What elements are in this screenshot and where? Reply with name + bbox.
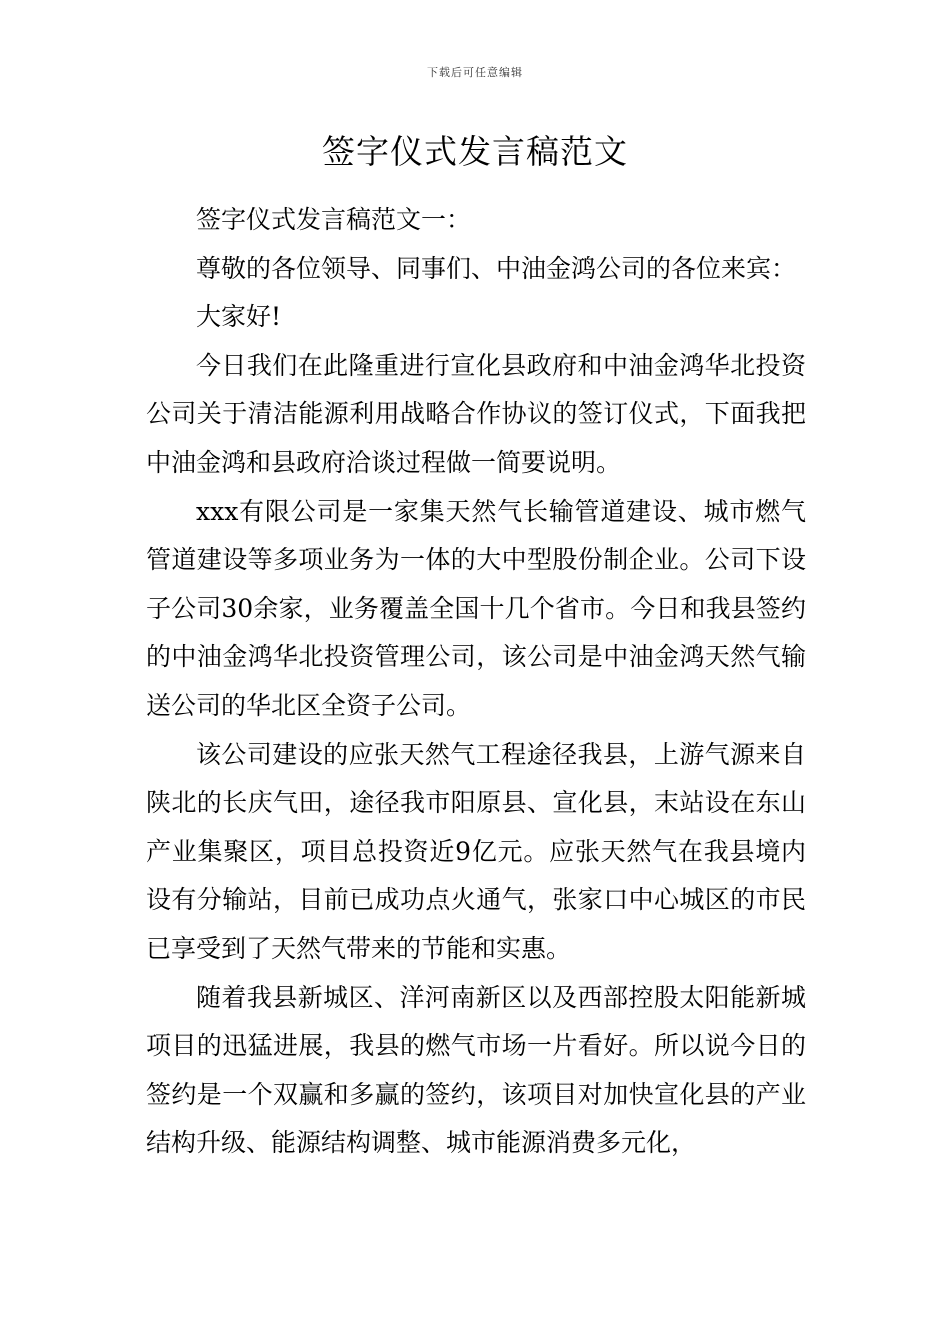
header-note: 下载后可任意编辑 [427,66,523,79]
paragraph: xxx有限公司是一家集天然气长输管道建设、城市燃气管道建设等多项业务为一体的大中型股份制企业。公司下设子公司30余家，业务覆盖全国十几个省市。今日和我县签约的中油金鸿华北投资管理公司，该公司是中油金鸿天然气输送公司的华北区全资子公司。 [146,496,806,720]
paragraph: 今日我们在此隆重进行宣化县政府和中油金鸿华北投资公司关于清洁能源利用战略合作协议的签订仪式，下面我把中油金鸿和县政府洽谈过程做一简要说明。 [146,350,806,477]
paragraph: 签字仪式发言稿范文一： [196,205,472,234]
document-body [146,196,806,1168]
document-title: 签字仪式发言稿范文 [322,132,628,171]
paragraph: 大家好! [196,302,282,332]
paragraph: 随着我县新城区、洋河南新区以及西部控股太阳能新城项目的迅猛进展，我县的燃气市场一片看好。所以说今日的签约是一个双赢和多赢的签约，该项目对加快宣化县的产业结构升级、能源结构调整、城市能源消费多元化， [146,982,806,1158]
paragraph: 该公司建设的应张天然气工程途径我县，上游气源来自陕北的长庆气田，途径我市阳原县、宣化县，末站设在东山产业集聚区，项目总投资近9亿元。应张天然气在我县境内设有分输站，目前已成功点火通气，张家口中心城区的市民已享受到了天然气带来的节能和实惠。 [146,739,806,963]
paragraph: 尊敬的各位领导、同事们、中油金鸿公司的各位来宾： [196,253,797,283]
